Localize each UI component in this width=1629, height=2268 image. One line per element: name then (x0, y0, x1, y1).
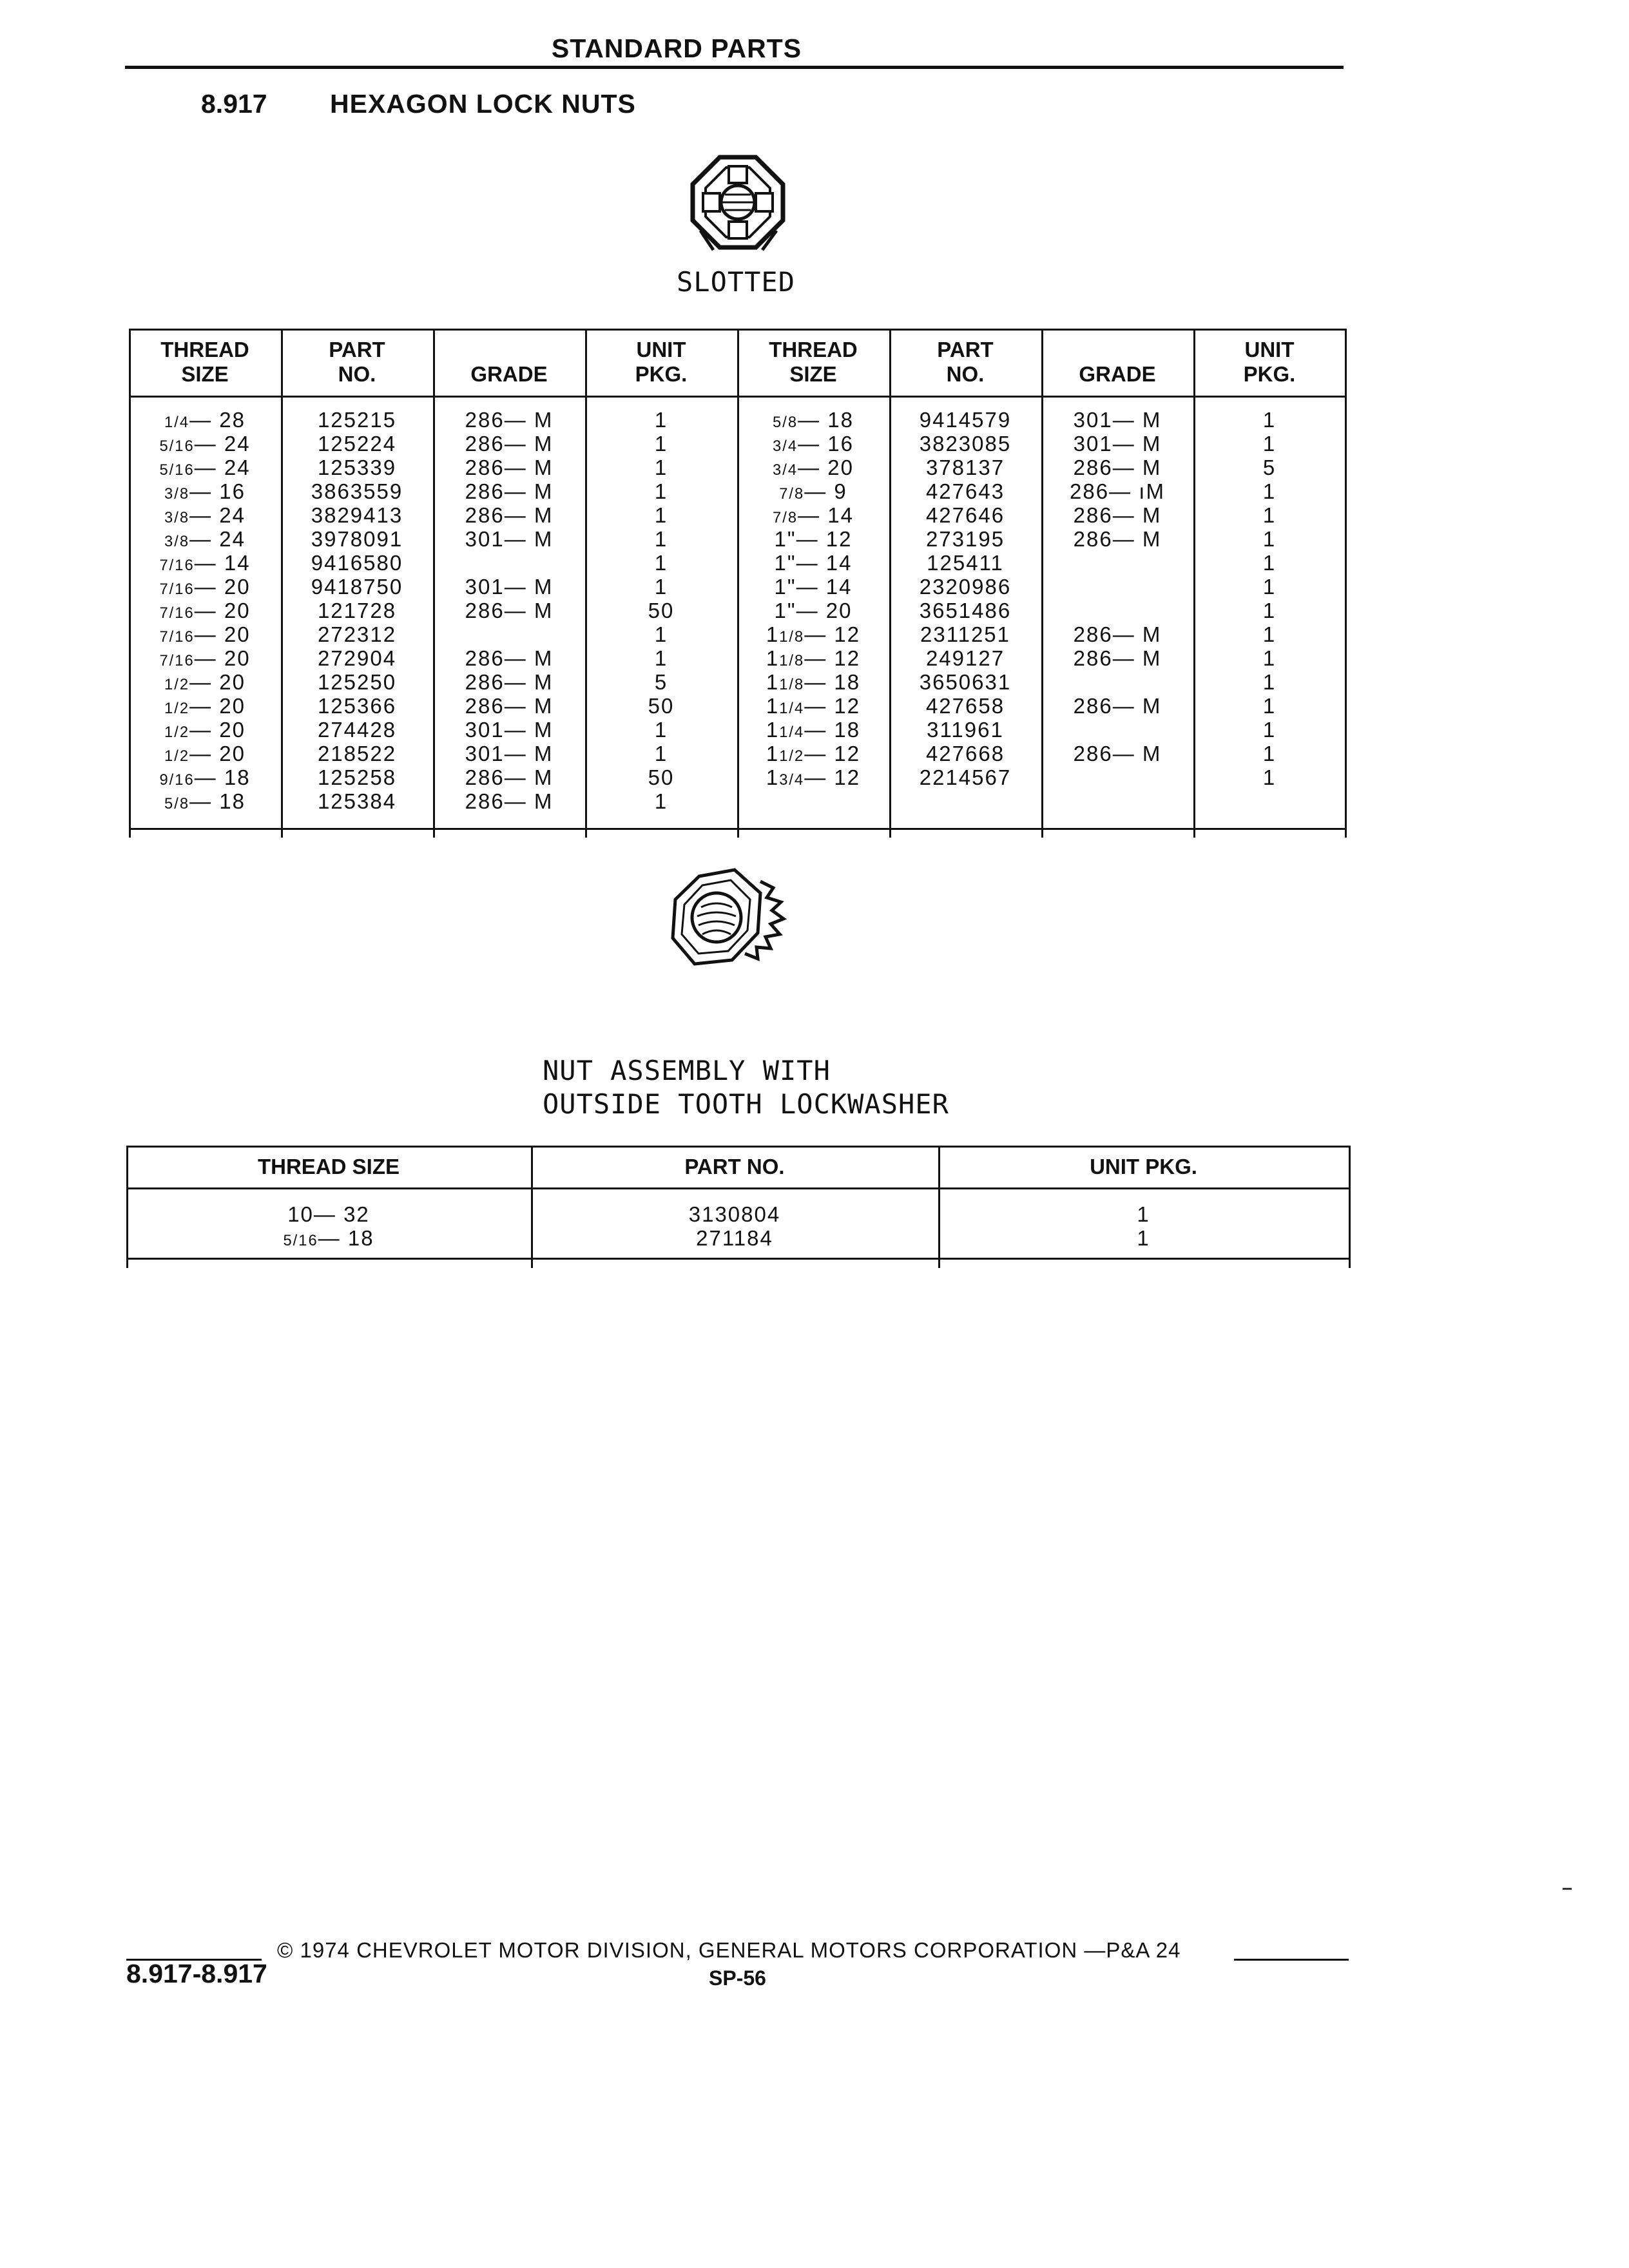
thread-size-cell (126, 1202, 531, 1226)
thread-pitch: — 14 (796, 575, 853, 599)
unit-pkg-cell: 1 (1262, 479, 1277, 503)
part-number-cell: 3823085 (919, 432, 1012, 456)
thread-fraction: 5/16 (283, 1232, 318, 1249)
unit-pkg-cell: 1 (1262, 599, 1277, 622)
copyright-text: © 1974 CHEVROLET MOTOR DIVISION, GENERAL MOTORS CORPORATION —P&A 24 (277, 1938, 1181, 1962)
grade-cell: 286— M (465, 479, 554, 503)
part-number-cell: 427646 (925, 503, 1005, 527)
thread-size-cell (737, 718, 889, 744)
part-number-cell: 121728 (317, 599, 397, 622)
table-row (129, 479, 1347, 503)
unit-pkg-cell: 1 (1262, 694, 1277, 718)
thread-pitch: — 12 (804, 646, 861, 670)
thread-size-cell (129, 765, 281, 792)
part-number-cell: 3130804 (688, 1202, 781, 1226)
thread-whole: 1" (774, 551, 796, 575)
unit-pkg-cell: 50 (648, 694, 675, 718)
thread-fraction: 1/8 (779, 628, 805, 646)
unit-pkg-cell: 1 (1137, 1226, 1150, 1250)
unit-pkg-cell: 1 (1262, 646, 1277, 670)
unit-pkg-cell: 1 (1262, 527, 1277, 551)
thread-size-cell (737, 432, 889, 458)
thread-fraction: 7/16 (159, 557, 195, 574)
table-row (129, 670, 1347, 694)
unit-pkg-cell: 1 (1262, 432, 1277, 456)
thread-pitch: — 16 (189, 479, 246, 503)
unit-pkg-cell: 1 (654, 575, 668, 599)
thread-fraction: 1/4 (779, 700, 805, 717)
thread-size-cell (737, 694, 889, 720)
header-part-no: PART NO. (937, 338, 994, 386)
part-number-cell: 3650631 (919, 670, 1012, 694)
part-number-cell: 272312 (317, 622, 397, 646)
thread-size-cell (737, 575, 889, 599)
part-number-cell: 9416580 (311, 551, 403, 575)
thread-pitch: — 16 (798, 432, 854, 456)
thread-fraction: 3/4 (779, 771, 805, 789)
thread-whole: 1" (774, 599, 796, 622)
thread-fraction: 1/2 (164, 724, 190, 741)
assembly-caption (543, 1054, 949, 1121)
table-row (129, 408, 1347, 432)
unit-pkg-cell: 1 (654, 479, 668, 503)
assembly-caption-line1: NUT ASSEMBLY WITH (543, 1055, 831, 1086)
thread-fraction: 1/2 (164, 676, 190, 693)
header-part-no: PART NO. (329, 338, 385, 386)
thread-pitch: — 14 (796, 551, 853, 575)
unit-pkg-cell: 1 (654, 742, 668, 765)
thread-pitch: — 18 (194, 765, 251, 789)
page-code: SP-56 (709, 1966, 766, 1990)
thread-size-cell (129, 646, 281, 673)
part-number-cell: 2320986 (919, 575, 1012, 599)
thread-pitch: — 20 (189, 742, 246, 765)
table-row (126, 1226, 1351, 1250)
grade-cell: 286— M (465, 503, 554, 527)
unit-pkg-cell: 1 (1262, 670, 1277, 694)
thread-size-cell (737, 551, 889, 575)
table-row (129, 551, 1347, 575)
part-number-cell: 125366 (317, 694, 397, 718)
part-number-cell: 273195 (925, 527, 1005, 551)
part-number-cell: 3978091 (311, 527, 403, 551)
part-number-cell: 9414579 (919, 408, 1012, 432)
grade-cell: 286— ıM (1070, 479, 1165, 503)
grade-cell: 286— M (1073, 503, 1162, 527)
part-number-cell: 125250 (317, 670, 397, 694)
thread-size-cell (129, 575, 281, 601)
part-number-cell: 2311251 (920, 622, 1011, 646)
thread-pitch: — 24 (189, 503, 246, 527)
thread-size-cell (737, 408, 889, 434)
unit-pkg-cell: 1 (654, 551, 668, 575)
thread-whole: 1" (774, 575, 796, 599)
thread-fraction: 5/8 (164, 795, 190, 812)
thread-size-cell (129, 503, 281, 530)
thread-size-cell (737, 742, 889, 768)
page-header: STANDARD PARTS (551, 34, 802, 63)
table-top-rule (126, 1146, 1351, 1148)
slotted-parts-table (129, 329, 1347, 838)
grade-cell: 286— M (465, 599, 554, 622)
header-grade: GRADE (1079, 362, 1156, 386)
thread-fraction: 7/16 (159, 581, 195, 598)
thread-whole: 1 (766, 622, 780, 646)
thread-fraction: 1/2 (779, 747, 805, 765)
thread-size-cell (737, 479, 889, 506)
unit-pkg-cell: 50 (648, 599, 675, 622)
table-row (129, 432, 1347, 456)
unit-pkg-cell: 1 (1262, 622, 1277, 646)
table-row (129, 599, 1347, 622)
thread-fraction: 7/8 (773, 509, 798, 526)
thread-pitch: — 20 (189, 694, 246, 718)
thread-size-cell (129, 551, 281, 577)
thread-fraction: 9/16 (159, 771, 195, 789)
unit-pkg-cell: 1 (654, 527, 668, 551)
slotted-caption: SLOTTED (677, 266, 796, 298)
part-number-cell: 125224 (317, 432, 397, 456)
thread-size-cell (129, 622, 281, 649)
grade-cell: 301— M (465, 575, 554, 599)
thread-pitch: — 24 (194, 456, 251, 479)
grade-cell: 286— M (465, 765, 554, 789)
grade-cell: 286— M (465, 646, 554, 670)
thread-pitch: — 20 (189, 670, 246, 694)
thread-pitch: 10— 32 (287, 1202, 370, 1226)
part-number-cell: 311961 (927, 718, 1004, 742)
thread-fraction: 1/4 (164, 414, 190, 431)
thread-pitch: — 18 (318, 1226, 374, 1250)
part-number-cell: 218522 (317, 742, 397, 765)
unit-pkg-cell: 1 (654, 718, 668, 742)
table-row (129, 718, 1347, 742)
grade-cell: 286— M (1073, 622, 1162, 646)
thread-pitch: — 20 (194, 622, 251, 646)
thread-fraction: 1/2 (164, 747, 190, 765)
grade-cell: 286— M (1073, 527, 1162, 551)
thread-size-cell (737, 622, 889, 649)
thread-fraction: 1/4 (779, 724, 805, 741)
part-number-cell: 427668 (925, 742, 1005, 765)
thread-pitch: — 20 (796, 599, 853, 622)
table-row (129, 789, 1347, 813)
thread-whole: 1" (774, 527, 796, 551)
thread-size-cell (129, 742, 281, 768)
grade-cell: 286— M (465, 789, 554, 813)
thread-pitch: — 12 (804, 742, 861, 765)
slotted-table-body (129, 408, 1347, 813)
header-thread-size: THREAD SIZE (160, 338, 249, 386)
header-part-no: PART NO. (684, 1155, 785, 1178)
thread-pitch: — 12 (804, 622, 861, 646)
thread-size-cell (129, 718, 281, 744)
header-rule (125, 66, 1344, 69)
thread-size-cell (129, 408, 281, 434)
thread-pitch: — 24 (194, 432, 251, 456)
thread-size-cell (129, 456, 281, 482)
thread-pitch: — 18 (804, 718, 861, 742)
thread-pitch: — 14 (194, 551, 251, 575)
thread-whole: 1 (766, 646, 780, 670)
grade-cell: 286— M (1073, 456, 1162, 479)
unit-pkg-cell: 1 (1262, 718, 1277, 742)
thread-pitch: — 24 (189, 527, 246, 551)
thread-pitch: — 28 (189, 408, 246, 432)
unit-pkg-cell: 1 (654, 503, 668, 527)
thread-fraction: 7/16 (159, 652, 195, 669)
table-row (129, 622, 1347, 646)
thread-size-cell (737, 670, 889, 697)
assembly-table-body (126, 1202, 1351, 1250)
unit-pkg-cell: 1 (654, 408, 668, 432)
thread-fraction: 5/16 (159, 461, 195, 479)
unit-pkg-cell: 1 (1262, 765, 1277, 789)
thread-size-cell (129, 789, 281, 816)
thread-fraction: 3/8 (164, 509, 190, 526)
thread-fraction: 5/8 (773, 414, 798, 431)
table-row (129, 694, 1347, 718)
unit-pkg-cell: 50 (648, 765, 675, 789)
thread-whole: 1 (766, 718, 780, 742)
part-number-cell: 427643 (925, 479, 1005, 503)
part-number-cell: 378137 (925, 456, 1005, 479)
thread-pitch: — 12 (804, 765, 861, 789)
grade-cell: 286— M (1073, 646, 1162, 670)
unit-pkg-cell: 1 (654, 646, 668, 670)
table-bottom-rule (126, 1258, 1351, 1260)
unit-pkg-cell: 1 (654, 789, 668, 813)
header-unit-pkg: UNIT PKG. (1090, 1155, 1197, 1178)
unit-pkg-cell: 5 (1262, 456, 1277, 479)
thread-pitch: — 9 (804, 479, 847, 503)
grade-cell: 301— M (465, 742, 554, 765)
assembly-caption-line2: OUTSIDE TOOTH LOCKWASHER (543, 1088, 949, 1120)
grade-cell: 301— M (465, 718, 554, 742)
part-number-cell: 249127 (925, 646, 1005, 670)
thread-size-cell (737, 599, 889, 622)
part-number-cell: 125411 (927, 551, 1004, 575)
thread-fraction: 3/8 (164, 485, 190, 503)
thread-fraction: 1/8 (779, 652, 805, 669)
unit-pkg-cell: 1 (1262, 551, 1277, 575)
thread-size-cell (129, 670, 281, 697)
table-row (129, 646, 1347, 670)
section-title: HEXAGON LOCK NUTS (330, 89, 636, 119)
stray-mark (1563, 1888, 1572, 1890)
thread-fraction: 1/8 (779, 676, 805, 693)
thread-pitch: — 18 (804, 670, 861, 694)
header-thread-size: THREAD SIZE (769, 338, 858, 386)
thread-fraction: 3/8 (164, 533, 190, 550)
thread-pitch: — 20 (194, 646, 251, 670)
thread-pitch: — 12 (804, 694, 861, 718)
thread-size-cell (129, 432, 281, 458)
thread-fraction: 3/4 (773, 461, 798, 479)
table-row (129, 575, 1347, 599)
header-unit-pkg: UNIT PKG. (635, 338, 688, 386)
thread-pitch: — 14 (798, 503, 854, 527)
grade-cell: 286— M (465, 408, 554, 432)
table-row (129, 765, 1347, 789)
unit-pkg-cell: 1 (654, 456, 668, 479)
unit-pkg-cell: 1 (1262, 503, 1277, 527)
assembly-parts-table (126, 1146, 1351, 1268)
part-number-cell: 3829413 (311, 503, 403, 527)
thread-fraction: 7/16 (159, 604, 195, 622)
table-row (126, 1202, 1351, 1226)
part-number-cell: 125384 (317, 789, 397, 813)
thread-pitch: — 20 (189, 718, 246, 742)
thread-size-cell (126, 1226, 531, 1253)
thread-pitch: — 18 (798, 408, 854, 432)
nut-with-lockwasher-icon (664, 862, 793, 978)
part-number-cell: 271184 (696, 1226, 773, 1250)
unit-pkg-cell: 1 (1262, 408, 1277, 432)
thread-size-cell (737, 456, 889, 482)
footer-rule (1234, 1959, 1349, 1961)
unit-pkg-cell: 1 (654, 432, 668, 456)
header-grade: GRADE (470, 362, 548, 386)
thread-whole: 1 (766, 694, 780, 718)
thread-whole: 1 (766, 765, 780, 789)
part-number-cell: 3863559 (311, 479, 403, 503)
grade-cell: 286— M (465, 432, 554, 456)
table-row (129, 456, 1347, 479)
part-number-cell: 125339 (317, 456, 397, 479)
grade-cell: 301— M (1073, 408, 1162, 432)
grade-cell: 301— M (465, 527, 554, 551)
part-number-cell: 125215 (317, 408, 397, 432)
grade-cell: 286— M (465, 456, 554, 479)
table-row (129, 527, 1347, 551)
thread-pitch: — 20 (194, 575, 251, 599)
header-unit-pkg: UNIT PKG. (1243, 338, 1296, 386)
thread-fraction: 7/8 (779, 485, 805, 503)
unit-pkg-cell: 1 (654, 622, 668, 646)
grade-cell: 286— M (465, 694, 554, 718)
section-number: 8.917 (201, 89, 267, 119)
thread-pitch: — 12 (796, 527, 853, 551)
grade-cell: 286— M (1073, 694, 1162, 718)
header-thread-size: THREAD SIZE (257, 1155, 400, 1178)
thread-fraction: 3/4 (773, 437, 798, 455)
part-number-cell: 125258 (317, 765, 397, 789)
table-row (129, 503, 1347, 527)
slotted-castle-nut-icon (680, 153, 796, 263)
part-number-cell: 2214567 (919, 765, 1012, 789)
unit-pkg-cell: 5 (654, 670, 668, 694)
table-row (129, 742, 1347, 765)
thread-size-cell (129, 599, 281, 625)
thread-fraction: 5/16 (159, 437, 195, 455)
part-number-cell: 274428 (317, 718, 397, 742)
thread-fraction: 1/2 (164, 700, 190, 717)
part-number-cell: 9418750 (311, 575, 403, 599)
thread-fraction: 7/16 (159, 628, 195, 646)
unit-pkg-cell: 1 (1262, 575, 1277, 599)
table-header-rule (126, 1187, 1351, 1189)
thread-size-cell (129, 694, 281, 720)
part-number-cell: 272904 (317, 646, 397, 670)
grade-cell: 286— M (465, 670, 554, 694)
thread-whole: 1 (766, 670, 780, 694)
grade-cell: 301— M (1073, 432, 1162, 456)
grade-cell: 286— M (1073, 742, 1162, 765)
part-number-cell: 3651486 (919, 599, 1012, 622)
part-number-cell: 427658 (925, 694, 1005, 718)
thread-whole: 1 (766, 742, 780, 765)
section-range: 8.917-8.917 (126, 1959, 267, 1988)
thread-pitch: — 20 (194, 599, 251, 622)
unit-pkg-cell: 1 (1262, 742, 1277, 765)
thread-size-cell (129, 479, 281, 506)
thread-pitch: — 20 (798, 456, 854, 479)
thread-size-cell (737, 765, 889, 792)
thread-size-cell (737, 527, 889, 551)
thread-size-cell (737, 646, 889, 673)
unit-pkg-cell: 1 (1137, 1202, 1150, 1226)
thread-size-cell (737, 503, 889, 530)
thread-pitch: — 18 (189, 789, 246, 813)
thread-size-cell (129, 527, 281, 553)
